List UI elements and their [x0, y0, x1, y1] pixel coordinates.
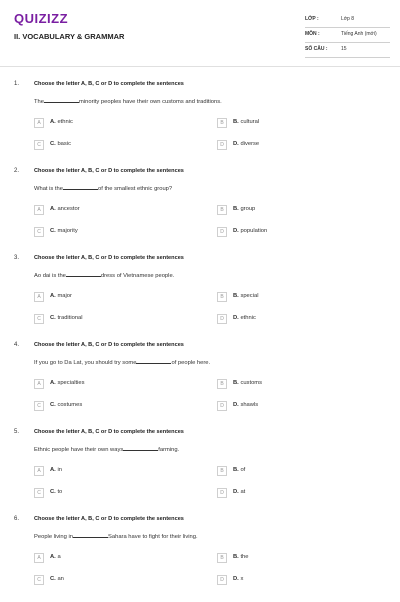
answer-blank: [66, 270, 101, 277]
question-number: 3.: [14, 255, 20, 261]
option-letter-box[interactable]: C: [34, 488, 44, 498]
meta-value: 15: [341, 46, 347, 52]
option-text: [233, 119, 259, 125]
sentence-before: Ethnic people have their own ways: [34, 447, 124, 453]
quizizz-logo[interactable]: QUIZIZZ: [14, 11, 69, 26]
meta-row-question-count: [305, 42, 390, 58]
question-4: [0, 342, 400, 428]
option-text: [50, 380, 85, 386]
option-text: [233, 402, 258, 408]
sentence-after: minority peoples have their own customs and traditions.: [79, 99, 222, 105]
option-key: B.: [233, 206, 239, 212]
option-answer: specialties: [57, 380, 85, 386]
question-instruction: Choose the letter A, B, C or D to complete the sentences: [34, 342, 184, 348]
question-sentence: [34, 183, 172, 192]
meta-row-subject: [305, 27, 390, 43]
option-answer: ancestor: [57, 206, 80, 212]
option-answer: the: [240, 554, 249, 560]
option-answer: to: [57, 489, 63, 495]
question-instruction: Choose the letter A, B, C or D to complete the sentences: [34, 168, 184, 174]
option-answer: x: [240, 576, 244, 582]
option-letter-box[interactable]: C: [34, 575, 44, 585]
option-text: [50, 293, 72, 299]
option-answer: customs: [240, 380, 263, 386]
option-answer: costumes: [57, 402, 83, 408]
option-text: [233, 293, 258, 299]
option-key: A.: [50, 293, 56, 299]
option-letter-box[interactable]: B: [217, 379, 227, 389]
meta-row-class: [305, 12, 390, 28]
option-letter-box[interactable]: D: [217, 314, 227, 324]
option-text: [233, 228, 267, 234]
option-key: D.: [233, 141, 239, 147]
option-key: A.: [50, 206, 56, 212]
option-key: D.: [233, 228, 239, 234]
option-key: B.: [233, 119, 239, 125]
option-letter-box[interactable]: D: [217, 575, 227, 585]
question-1: [0, 81, 400, 167]
option-text: [233, 576, 243, 582]
question-instruction: Choose the letter A, B, C or D to complete the sentences: [34, 429, 184, 435]
question-number: 1.: [14, 81, 20, 87]
option-letter-box[interactable]: D: [217, 401, 227, 411]
sentence-before: People living in: [34, 534, 73, 540]
answer-blank: [136, 357, 171, 364]
option-text: [50, 402, 82, 408]
option-text: [50, 576, 64, 582]
option-key: D.: [233, 402, 239, 408]
option-key: C.: [50, 576, 56, 582]
sentence-after: dress of Vietnamese people.: [100, 273, 175, 279]
sentence-after: of the smallest ethnic group?: [98, 186, 173, 192]
option-answer: ethnic: [57, 119, 73, 125]
question-number: 5.: [14, 429, 20, 435]
meta-label: MÔN :: [305, 31, 320, 37]
option-letter-box[interactable]: A: [34, 292, 44, 302]
option-answer: at: [240, 489, 246, 495]
option-letter-box[interactable]: B: [217, 553, 227, 563]
option-answer: diverse: [240, 141, 260, 147]
option-key: C.: [50, 141, 56, 147]
option-answer: a: [57, 554, 61, 560]
option-text: [50, 489, 62, 495]
option-answer: an: [57, 576, 64, 582]
answer-blank: [73, 531, 108, 538]
question-instruction: Choose the letter A, B, C or D to complete the sentences: [34, 81, 184, 87]
option-answer: shawls: [240, 402, 259, 408]
question-sentence: [34, 357, 210, 366]
worksheet-header: [0, 0, 400, 60]
option-letter-box[interactable]: A: [34, 466, 44, 476]
meta-value: Lớp 8: [341, 16, 355, 22]
sentence-before: Ao dai is the: [34, 273, 66, 279]
answer-blank: [63, 183, 98, 190]
meta-label: SỐ CÂU :: [305, 46, 328, 52]
option-key: C.: [50, 402, 56, 408]
sentence-after: Sahara have to fight for their living.: [108, 534, 198, 540]
option-letter-box[interactable]: A: [34, 379, 44, 389]
option-key: D.: [233, 315, 239, 321]
option-answer: population: [240, 228, 268, 234]
option-letter-box[interactable]: C: [34, 227, 44, 237]
option-text: [233, 489, 245, 495]
question-instruction: Choose the letter A, B, C or D to complete the sentences: [34, 255, 184, 261]
option-letter-box[interactable]: C: [34, 401, 44, 411]
question-sentence: [34, 531, 198, 540]
sentence-before: If you go to Da Lat, you should try some: [34, 360, 137, 366]
question-sentence: [34, 270, 174, 279]
option-answer: traditional: [57, 315, 83, 321]
option-answer: ethnic: [240, 315, 256, 321]
answer-blank: [44, 96, 79, 103]
option-letter-box[interactable]: C: [34, 314, 44, 324]
question-2: [0, 168, 400, 254]
option-text: [233, 380, 262, 386]
option-key: D.: [233, 576, 239, 582]
meta-label: LỚP :: [305, 16, 319, 22]
option-text: [50, 141, 71, 147]
option-key: C.: [50, 489, 56, 495]
sentence-before: The: [34, 99, 44, 105]
question-3: [0, 255, 400, 341]
option-letter-box[interactable]: D: [217, 140, 227, 150]
option-letter-box[interactable]: B: [217, 205, 227, 215]
option-key: B.: [233, 293, 239, 299]
option-letter-box[interactable]: D: [217, 488, 227, 498]
sentence-after: farming.: [158, 447, 180, 453]
option-key: B.: [233, 380, 239, 386]
option-text: [50, 554, 61, 560]
option-text: [50, 315, 83, 321]
option-answer: group: [240, 206, 256, 212]
option-text: [50, 228, 78, 234]
option-text: [233, 206, 255, 212]
option-key: A.: [50, 380, 56, 386]
question-number: 4.: [14, 342, 20, 348]
option-text: [50, 206, 80, 212]
answer-blank: [123, 444, 158, 451]
option-answer: basic: [57, 141, 71, 147]
option-key: D.: [233, 489, 239, 495]
option-letter-box[interactable]: A: [34, 553, 44, 563]
meta-value: Tiếng Anh (mới): [341, 31, 377, 37]
option-letter-box[interactable]: A: [34, 118, 44, 128]
option-key: A.: [50, 119, 56, 125]
question-instruction: Choose the letter A, B, C or D to complete the sentences: [34, 516, 184, 522]
question-sentence: [34, 96, 222, 105]
option-text: [233, 315, 256, 321]
option-letter-box[interactable]: C: [34, 140, 44, 150]
option-key: C.: [50, 315, 56, 321]
option-answer: of: [240, 467, 246, 473]
option-letter-box[interactable]: B: [217, 466, 227, 476]
option-key: B.: [233, 467, 239, 473]
option-answer: cultural: [240, 119, 260, 125]
question-6: [0, 516, 400, 602]
option-key: A.: [50, 467, 56, 473]
option-answer: major: [57, 293, 72, 299]
option-key: B.: [233, 554, 239, 560]
option-letter-box[interactable]: B: [217, 118, 227, 128]
option-text: [233, 554, 249, 560]
option-text: [233, 467, 245, 473]
sentence-before: What is the: [34, 186, 63, 192]
option-answer: majority: [57, 228, 78, 234]
header-divider: [0, 66, 400, 67]
question-number: 6.: [14, 516, 20, 522]
sentence-after: of people here.: [171, 360, 211, 366]
option-answer: special: [240, 293, 259, 299]
option-text: [50, 119, 73, 125]
option-text: [233, 141, 259, 147]
question-sentence: [34, 444, 179, 453]
section-title: II. VOCABULARY & GRAMMAR: [14, 32, 125, 41]
option-key: A.: [50, 554, 56, 560]
option-letter-box[interactable]: D: [217, 227, 227, 237]
question-5: [0, 429, 400, 515]
option-answer: in: [57, 467, 62, 473]
option-letter-box[interactable]: A: [34, 205, 44, 215]
option-key: C.: [50, 228, 56, 234]
option-letter-box[interactable]: B: [217, 292, 227, 302]
option-text: [50, 467, 62, 473]
question-number: 2.: [14, 168, 20, 174]
